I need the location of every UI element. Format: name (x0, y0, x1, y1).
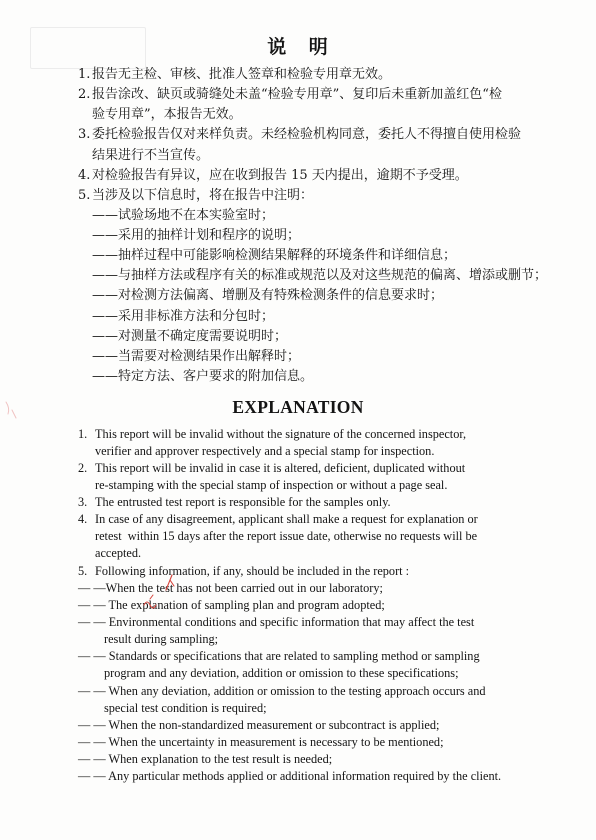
cn-item-text: 报告涂改、缺页或骑缝处未盖“检验专用章”、复印后未重新加盖红色“检 (92, 87, 502, 103)
cn-item-number: 2. (78, 87, 91, 103)
en-item-4 (78, 511, 501, 528)
en-item-text: The entrusted test report is responsible for the samples only. (95, 495, 391, 510)
cn-item-text: 报告无主检、审核、批准人签章和检验专用章无效。 (92, 67, 392, 82)
en-item-3 (78, 494, 501, 511)
en-item-number: 5. (78, 563, 88, 578)
en-item-1-continuation: verifier and approver respectively and a special stamp for inspection. (95, 443, 435, 458)
en-sub-item-9: — — Any particular methods applied or additional information required by the client. (78, 769, 502, 784)
en-item-number: 1. (78, 426, 88, 441)
cn-item-5 (78, 186, 547, 206)
en-title: EXPLANATION (232, 397, 364, 417)
cn-item-3-continuation: 结果进行不当宣传。 (92, 147, 210, 163)
en-item-text: This report will be invalid in case it is altered, deficient, duplicated without (95, 460, 466, 475)
cn-instructions (78, 65, 547, 387)
cn-item-text: 委托检验报告仅对来样负责。未经检验机构同意，委托人不得擅自使用检验 (92, 127, 522, 143)
en-sub-item-4-continuation: program and any deviation, addition or omission to these specifications; (104, 666, 459, 681)
cn-item-3 (78, 125, 547, 145)
en-sub-item-6: — — When the non-standardized measurement or subcontract is applied; (78, 717, 440, 732)
cn-item-2 (78, 85, 547, 105)
en-item-1 (78, 426, 501, 443)
en-item-5 (78, 563, 501, 580)
cn-item-number: 4. (78, 167, 91, 183)
en-sub-item-3-continuation: result during sampling; (104, 632, 219, 647)
en-item-text: In case of any disagreement, applicant shall make a request for explanation or (95, 512, 478, 527)
en-sub-item-7: — — When the uncertainty in measurement is necessary to be mentioned; (78, 735, 444, 750)
en-sub-item-3: — — Environmental conditions and specific information that may affect the test (78, 615, 475, 630)
en-sub-item-4: — — Standards or specifications that are related to sampling method or sampling (78, 649, 480, 664)
cn-item-number: 5. (78, 187, 91, 203)
cn-item-4 (78, 166, 547, 186)
en-instructions (78, 426, 501, 786)
en-item-number: 3. (78, 495, 88, 510)
en-item-text: This report will be invalid without the signature of the concerned inspector, (95, 426, 467, 441)
cn-sub-item-2: ——采用的抽样计划和程序的说明； (92, 228, 301, 243)
en-item-2 (78, 460, 501, 477)
en-item-number: 4. (78, 512, 88, 527)
cn-sub-item-1: ——试验场地不在本实验室时； (92, 207, 275, 223)
en-item-2-continuation: re-stamping with the special stamp of inspection or without a page seal. (95, 477, 448, 492)
en-item-4-continuation: retest within 15 days after the report issue date, otherwise no requests will be (95, 529, 478, 544)
en-item-number: 2. (78, 460, 88, 475)
cn-sub-item-6: ——采用非标准方法和分包时； (92, 308, 275, 324)
cn-sub-item-5: ——对检测方法偏离、增删及有特殊检测条件的信息要求时； (92, 288, 444, 304)
en-item-text: Following information, if any, should be included in the report : (95, 563, 410, 578)
cn-item-1 (78, 65, 547, 85)
en-sub-item-1: — —When the test has not been carried out in our laboratory; (78, 580, 383, 595)
cn-sub-item-4: ——与抽样方法或程序有关的标准或规范以及对这些规范的偏离、增添或删节； (92, 268, 548, 284)
cn-item-text: 当涉及以下信息时，将在报告中注明： (92, 187, 314, 203)
en-sub-item-2: — — The explanation of sampling plan and program adopted; (78, 597, 385, 612)
cn-sub-item-3: ——抽样过程中可能影响检测结果解释的环境条件和详细信息； (92, 248, 457, 264)
cn-sub-item-7: ——对测量不确定度需要说明时； (92, 328, 288, 344)
cn-sub-item-9: ——特定方法、客户要求的附加信息。 (92, 368, 314, 384)
cn-item-text: 对检验报告有异议，应在收到报告 15 天内提出，逾期不予受理。 (92, 167, 468, 183)
cn-item-number: 3. (78, 127, 91, 143)
cn-title: 说 明 (267, 36, 329, 58)
en-sub-item-8: — — When explanation to the test result is needed; (78, 752, 333, 767)
cn-item-number: 1. (78, 67, 91, 82)
cn-item-2-continuation: 验专用章”，本报告无效。 (92, 107, 242, 123)
en-item-4-continuation: accepted. (95, 546, 142, 561)
en-sub-item-5: — — When any deviation, addition or omission to the testing approach occurs and (78, 683, 486, 698)
cn-sub-item-8: ——当需要对检测结果作出解释时； (92, 348, 301, 364)
en-sub-item-5-continuation: special test condition is required; (104, 700, 267, 715)
